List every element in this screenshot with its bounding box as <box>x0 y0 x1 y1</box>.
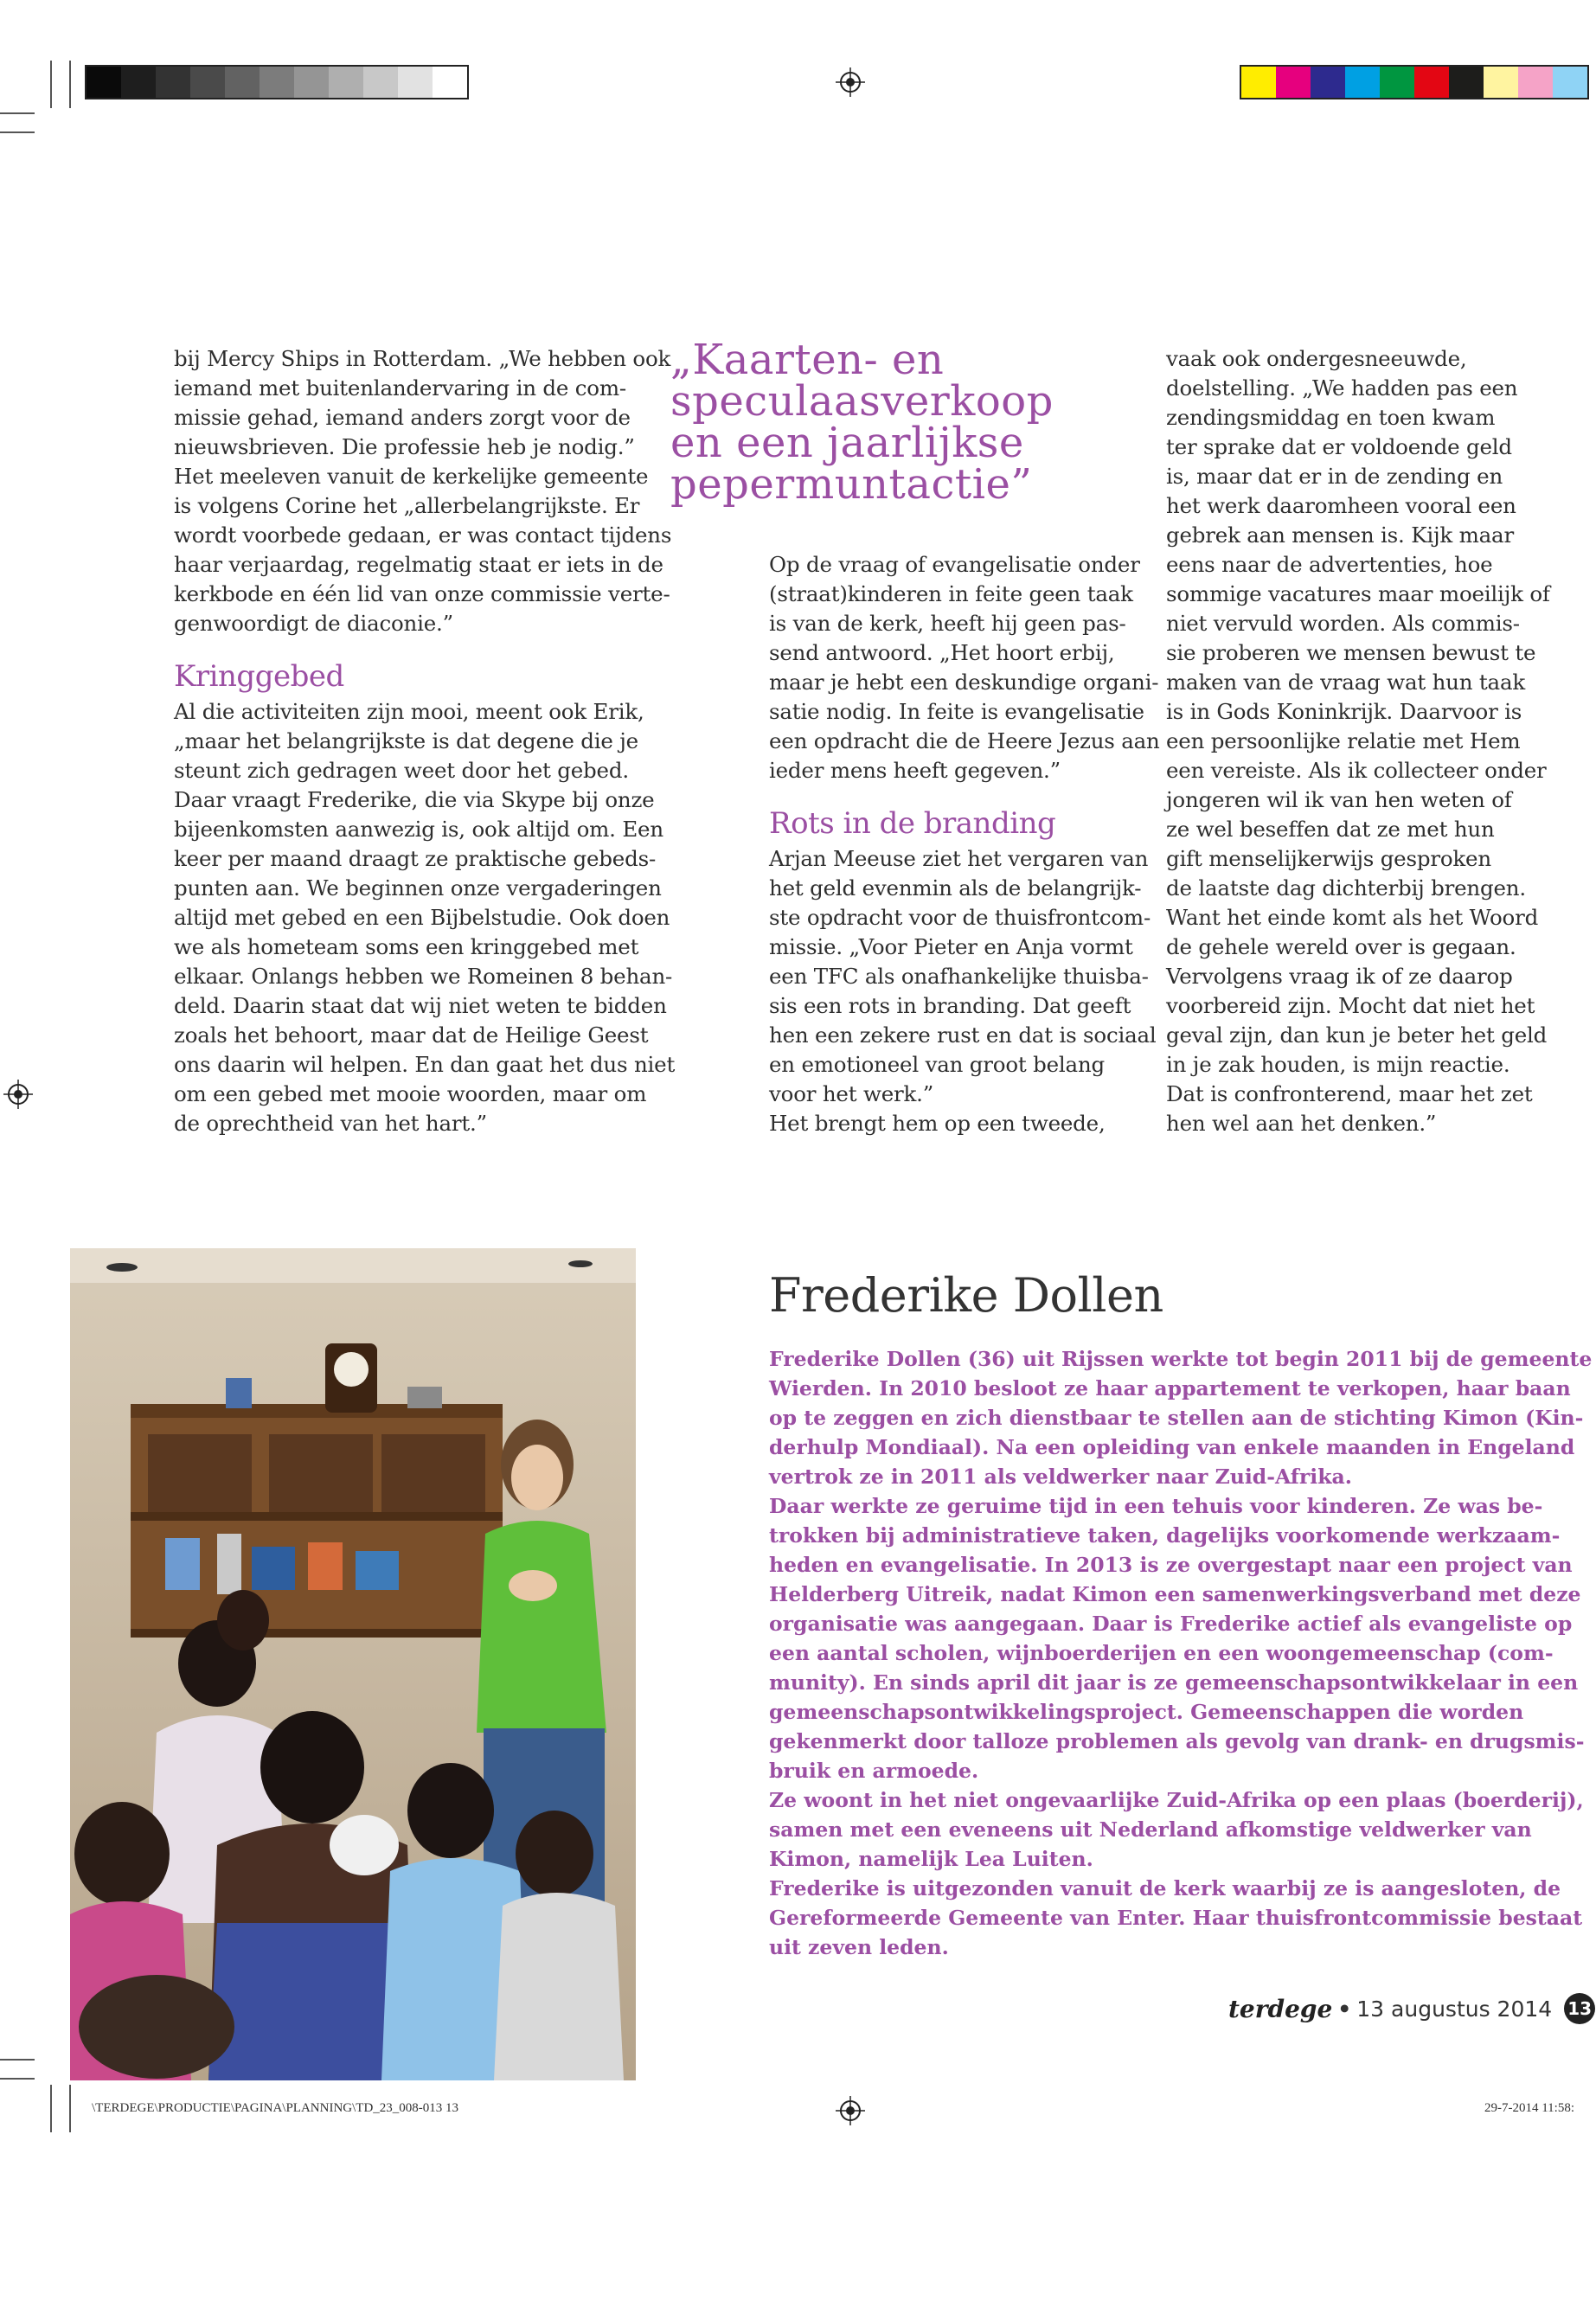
biography-line: Gereformeerde Gemeente van Enter. Haar thuisfrontcommissie bestaat <box>769 1906 1583 1930</box>
text-line: de gehele wereld over is gegaan. <box>1166 934 1516 959</box>
biography-line: Frederike is uitgezonden vanuit de kerk waarbij ze is aangesloten, de <box>769 1876 1561 1900</box>
color-swatch <box>1449 67 1484 98</box>
text-line: sommige vacatures maar moeilijk of <box>1166 581 1550 606</box>
biography-line: op te zeggen en zich dienstbaar te stellen aan de stichting Kimon (Kin- <box>769 1406 1584 1430</box>
text-line: satie nodig. In feite is evangelisatie <box>769 699 1144 724</box>
crop-line <box>50 61 52 108</box>
subhead-rots-in-de-branding: Rots in de branding <box>769 806 1056 841</box>
crop-line <box>69 61 71 108</box>
column-2-paragraph <box>769 844 1157 1138</box>
column-2-paragraph <box>769 550 1160 785</box>
text-line: de laatste dag dichterbij brengen. <box>1166 875 1526 901</box>
registration-mark-icon <box>3 1080 33 1109</box>
biography-line: vertrok ze in 2011 als veldwerker naar Zuid-Afrika. <box>769 1465 1352 1489</box>
pull-quote-line: pepermuntactie” <box>670 460 1033 509</box>
subhead-kringgebed: Kringgebed <box>174 659 344 694</box>
color-swatch <box>225 67 260 98</box>
registration-mark-icon <box>836 67 865 97</box>
page-number: 13 <box>1564 1993 1595 2024</box>
biography-line: derhulp Mondiaal). Na een opleiding van enkele maanden in Engeland <box>769 1435 1575 1459</box>
biography-box <box>769 1344 1593 1962</box>
pull-quote <box>670 336 1077 509</box>
text-line: we als hometeam soms een kringgebed met <box>174 934 639 959</box>
text-line: eens naar de advertenties, hoe <box>1166 552 1493 577</box>
text-line: gift menselijkerwijs gesproken <box>1166 846 1491 871</box>
biography-line: uit zeven leden. <box>769 1935 949 1959</box>
issue-date: 13 augustus 2014 <box>1356 1996 1553 2022</box>
text-line: deld. Daarin staat dat wij niet weten te bidden <box>174 993 667 1018</box>
color-swatch <box>398 67 433 98</box>
biography-line: organisatie was aangegaan. Daar is Frederike actief als evangeliste op <box>769 1612 1573 1636</box>
text-line: ze wel beseffen dat ze met hun <box>1166 817 1495 842</box>
color-swatch <box>294 67 329 98</box>
text-line: bij Mercy Ships in Rotterdam. „We hebben ook <box>174 346 671 371</box>
color-swatch <box>1518 67 1553 98</box>
color-swatch <box>363 67 398 98</box>
biography-line: trokken bij administratieve taken, dagelijks voorkomende werkzaam- <box>769 1523 1561 1548</box>
text-line: om een gebed met mooie woorden, maar om <box>174 1081 647 1106</box>
biography-line: samen met een eveneens uit Nederland afkomstige veldwerker van <box>769 1817 1532 1842</box>
text-line: Arjan Meeuse ziet het vergaren van <box>769 846 1149 871</box>
text-line: steunt zich gedragen weet door het gebed. <box>174 758 629 783</box>
text-line: Want het einde komt als het Woord <box>1166 905 1539 930</box>
text-line: en emotioneel van groot belang <box>769 1052 1106 1077</box>
text-line: zoals het behoort, maar dat de Heilige Geest <box>174 1022 649 1048</box>
pull-quote-line: en een jaarlijkse <box>670 419 1024 467</box>
text-line: geval zijn, dan kun je beter het geld <box>1166 1022 1548 1048</box>
color-swatch <box>1241 67 1276 98</box>
crop-line <box>50 2085 52 2132</box>
box-title: Frederike Dollen <box>769 1268 1163 1323</box>
text-line: het geld evenmin als de belangrijk- <box>769 875 1142 901</box>
pull-quote-line: speculaasverkoop <box>670 377 1054 426</box>
text-line: send antwoord. „Het hoort erbij, <box>769 640 1115 665</box>
text-line: „maar het belangrijkste is dat degene die je <box>174 728 638 753</box>
color-swatch <box>156 67 190 98</box>
color-swatch <box>1484 67 1518 98</box>
text-line: is in Gods Koninkrijk. Daarvoor is <box>1166 699 1522 724</box>
text-line: kerkbode en één lid van onze commissie verte- <box>174 581 670 606</box>
photo-children-classroom <box>70 1248 636 2080</box>
biography-line: Wierden. In 2010 besloot ze haar appartement te verkopen, haar baan <box>769 1376 1571 1400</box>
text-line: het werk daaromheen vooral een <box>1166 493 1516 518</box>
color-swatch <box>1380 67 1414 98</box>
text-line: zendingsmiddag en toen kwam <box>1166 405 1496 430</box>
color-swatch <box>121 67 156 98</box>
text-line: ter sprake dat er voldoende geld <box>1166 434 1512 459</box>
text-line: Dat is confronterend, maar het zet <box>1166 1081 1533 1106</box>
text-line: is van de kerk, heeft hij geen pas- <box>769 611 1126 636</box>
registration-mark-icon <box>836 2096 865 2125</box>
text-line: punten aan. We beginnen onze vergaderingen <box>174 875 662 901</box>
text-line: sis een rots in branding. Dat geeft <box>769 993 1131 1018</box>
color-swatch <box>1414 67 1449 98</box>
text-line: Het meeleven vanuit de kerkelijke gemeente <box>174 464 649 489</box>
text-line: is volgens Corine het „allerbelangrijkste. Er <box>174 493 640 518</box>
biography-line: gekenmerkt door talloze problemen als gevolg van drank- en drugsmis- <box>769 1729 1585 1753</box>
biography-line: een aantal scholen, wijnboerderijen en een woongemeenschap (com- <box>769 1641 1554 1665</box>
text-line: een vereiste. Als ik collecteer onder <box>1166 758 1547 783</box>
color-swatch <box>329 67 363 98</box>
text-line: jongeren wil ik van hen weten of <box>1166 787 1512 812</box>
biography-line: munity). En sinds april dit jaar is ze gemeenschapsontwikkelaar in een <box>769 1670 1579 1695</box>
text-line: hen een zekere rust en dat is sociaal <box>769 1022 1157 1048</box>
text-line: een TFC als onafhankelijke thuisba- <box>769 964 1149 989</box>
text-line: ons daarin wil helpen. En dan gaat het dus niet <box>174 1052 676 1077</box>
magazine-brand: terdege <box>1228 1994 1333 2023</box>
folio <box>1228 1990 1595 2028</box>
biography-line: Frederike Dollen (36) uit Rijssen werkte tot begin 2011 bij de gemeente <box>769 1347 1593 1371</box>
pull-quote-line: „Kaarten- en <box>670 336 945 384</box>
color-swatch <box>1311 67 1345 98</box>
text-line: Op de vraag of evangelisatie onder <box>769 552 1140 577</box>
biography-line: Ze woont in het niet ongevaarlijke Zuid-Afrika op een plaas (boerderij), <box>769 1788 1584 1812</box>
biography-line: heden en evangelisatie. In 2013 is ze overgestapt naar een project van <box>769 1553 1573 1577</box>
text-line: niet vervuld worden. Als commis- <box>1166 611 1520 636</box>
text-line: voor het werk.” <box>769 1081 934 1106</box>
text-line: in je zak houden, is mijn reactie. <box>1166 1052 1510 1077</box>
text-line: wordt voorbede gedaan, er was contact tijdens <box>174 522 672 548</box>
biography-line: Kimon, namelijk Lea Luiten. <box>769 1847 1093 1871</box>
text-line: gebrek aan mensen is. Kijk maar <box>1166 522 1514 548</box>
text-line: bijeenkomsten aanwezig is, ook altijd om. Een <box>174 817 663 842</box>
text-line: maar je hebt een deskundige organi- <box>769 670 1159 695</box>
text-line: missie gehad, iemand anders zorgt voor de <box>174 405 631 430</box>
color-swatch <box>1276 67 1311 98</box>
text-line: missie. „Voor Pieter en Anja vormt <box>769 934 1133 959</box>
column-3-paragraph <box>1166 344 1550 1138</box>
text-line: vaak ook ondergesneeuwde, <box>1166 346 1467 371</box>
text-line: een opdracht die de Heere Jezus aan <box>769 728 1160 753</box>
crop-line <box>0 112 35 114</box>
color-swatch <box>190 67 225 98</box>
color-swatch <box>260 67 294 98</box>
article-column-3 <box>1166 344 1550 1138</box>
text-line: ieder mens heeft gegeven.” <box>769 758 1061 783</box>
color-swatch <box>433 67 467 98</box>
text-line: maken van de vraag wat hun taak <box>1166 670 1526 695</box>
text-line: (straat)kinderen in feite geen taak <box>769 581 1133 606</box>
color-calibration-strip <box>1240 65 1589 99</box>
text-line: de oprechtheid van het hart.” <box>174 1111 487 1136</box>
text-line: Daar vraagt Frederike, die via Skype bij onze <box>174 787 655 812</box>
text-line: doelstelling. „We hadden pas een <box>1166 375 1518 401</box>
gray-calibration-strip <box>85 65 469 99</box>
photo-illustration <box>70 1248 636 2080</box>
slug-path: \TERDEGE\PRODUCTIE\PAGINA\PLANNING\TD_23_008-013 13 <box>92 2101 459 2115</box>
biography-line: Daar werkte ze geruime tijd in een tehuis voor kinderen. Ze was be- <box>769 1494 1543 1518</box>
biography-line: bruik en armoede. <box>769 1759 979 1783</box>
text-line: genwoordigt de diaconie.” <box>174 611 453 636</box>
text-line: nieuwsbrieven. Die professie heb je nodig.” <box>174 434 635 459</box>
biography-line: Helderberg Uitreik, nadat Kimon een samenwerkingsverband met deze <box>769 1582 1581 1606</box>
text-line: is, maar dat er in de zending en <box>1166 464 1503 489</box>
text-line: ste opdracht voor de thuisfrontcom- <box>769 905 1151 930</box>
column-1-paragraph <box>174 697 676 1138</box>
article-column-1 <box>174 344 676 1138</box>
slug-date: 29-7-2014 11:58: <box>1484 2101 1575 2115</box>
folio-separator: • <box>1337 1996 1352 2022</box>
text-line: voorbereid zijn. Mocht dat niet het <box>1166 993 1535 1018</box>
color-swatch <box>87 67 121 98</box>
crop-line <box>0 2078 35 2080</box>
text-line: keer per maand draagt ze praktische gebeds- <box>174 846 657 871</box>
text-line: sie proberen we mensen bewust te <box>1166 640 1536 665</box>
text-line: hen wel aan het denken.” <box>1166 1111 1437 1136</box>
color-swatch <box>1345 67 1380 98</box>
article-column-2 <box>769 550 1160 1138</box>
text-line: altijd met gebed en een Bijbelstudie. Ook doen <box>174 905 670 930</box>
text-line: een persoonlijke relatie met Hem <box>1166 728 1521 753</box>
crop-line <box>0 131 35 133</box>
column-1-paragraph <box>174 344 672 638</box>
color-swatch <box>1553 67 1587 98</box>
text-line: haar verjaardag, regelmatig staat er iets in de <box>174 552 663 577</box>
text-line: iemand met buitenlandervaring in de com- <box>174 375 626 401</box>
biography-line: gemeenschapsontwikkelingsproject. Gemeenschappen die worden <box>769 1700 1524 1724</box>
text-line: Het brengt hem op een tweede, <box>769 1111 1106 1136</box>
text-line: elkaar. Onlangs hebben we Romeinen 8 behan- <box>174 964 673 989</box>
text-line: Al die activiteiten zijn mooi, meent ook Erik, <box>174 699 644 724</box>
crop-line <box>69 2085 71 2132</box>
text-line: Vervolgens vraag ik of ze daarop <box>1166 964 1513 989</box>
crop-line <box>0 2059 35 2061</box>
